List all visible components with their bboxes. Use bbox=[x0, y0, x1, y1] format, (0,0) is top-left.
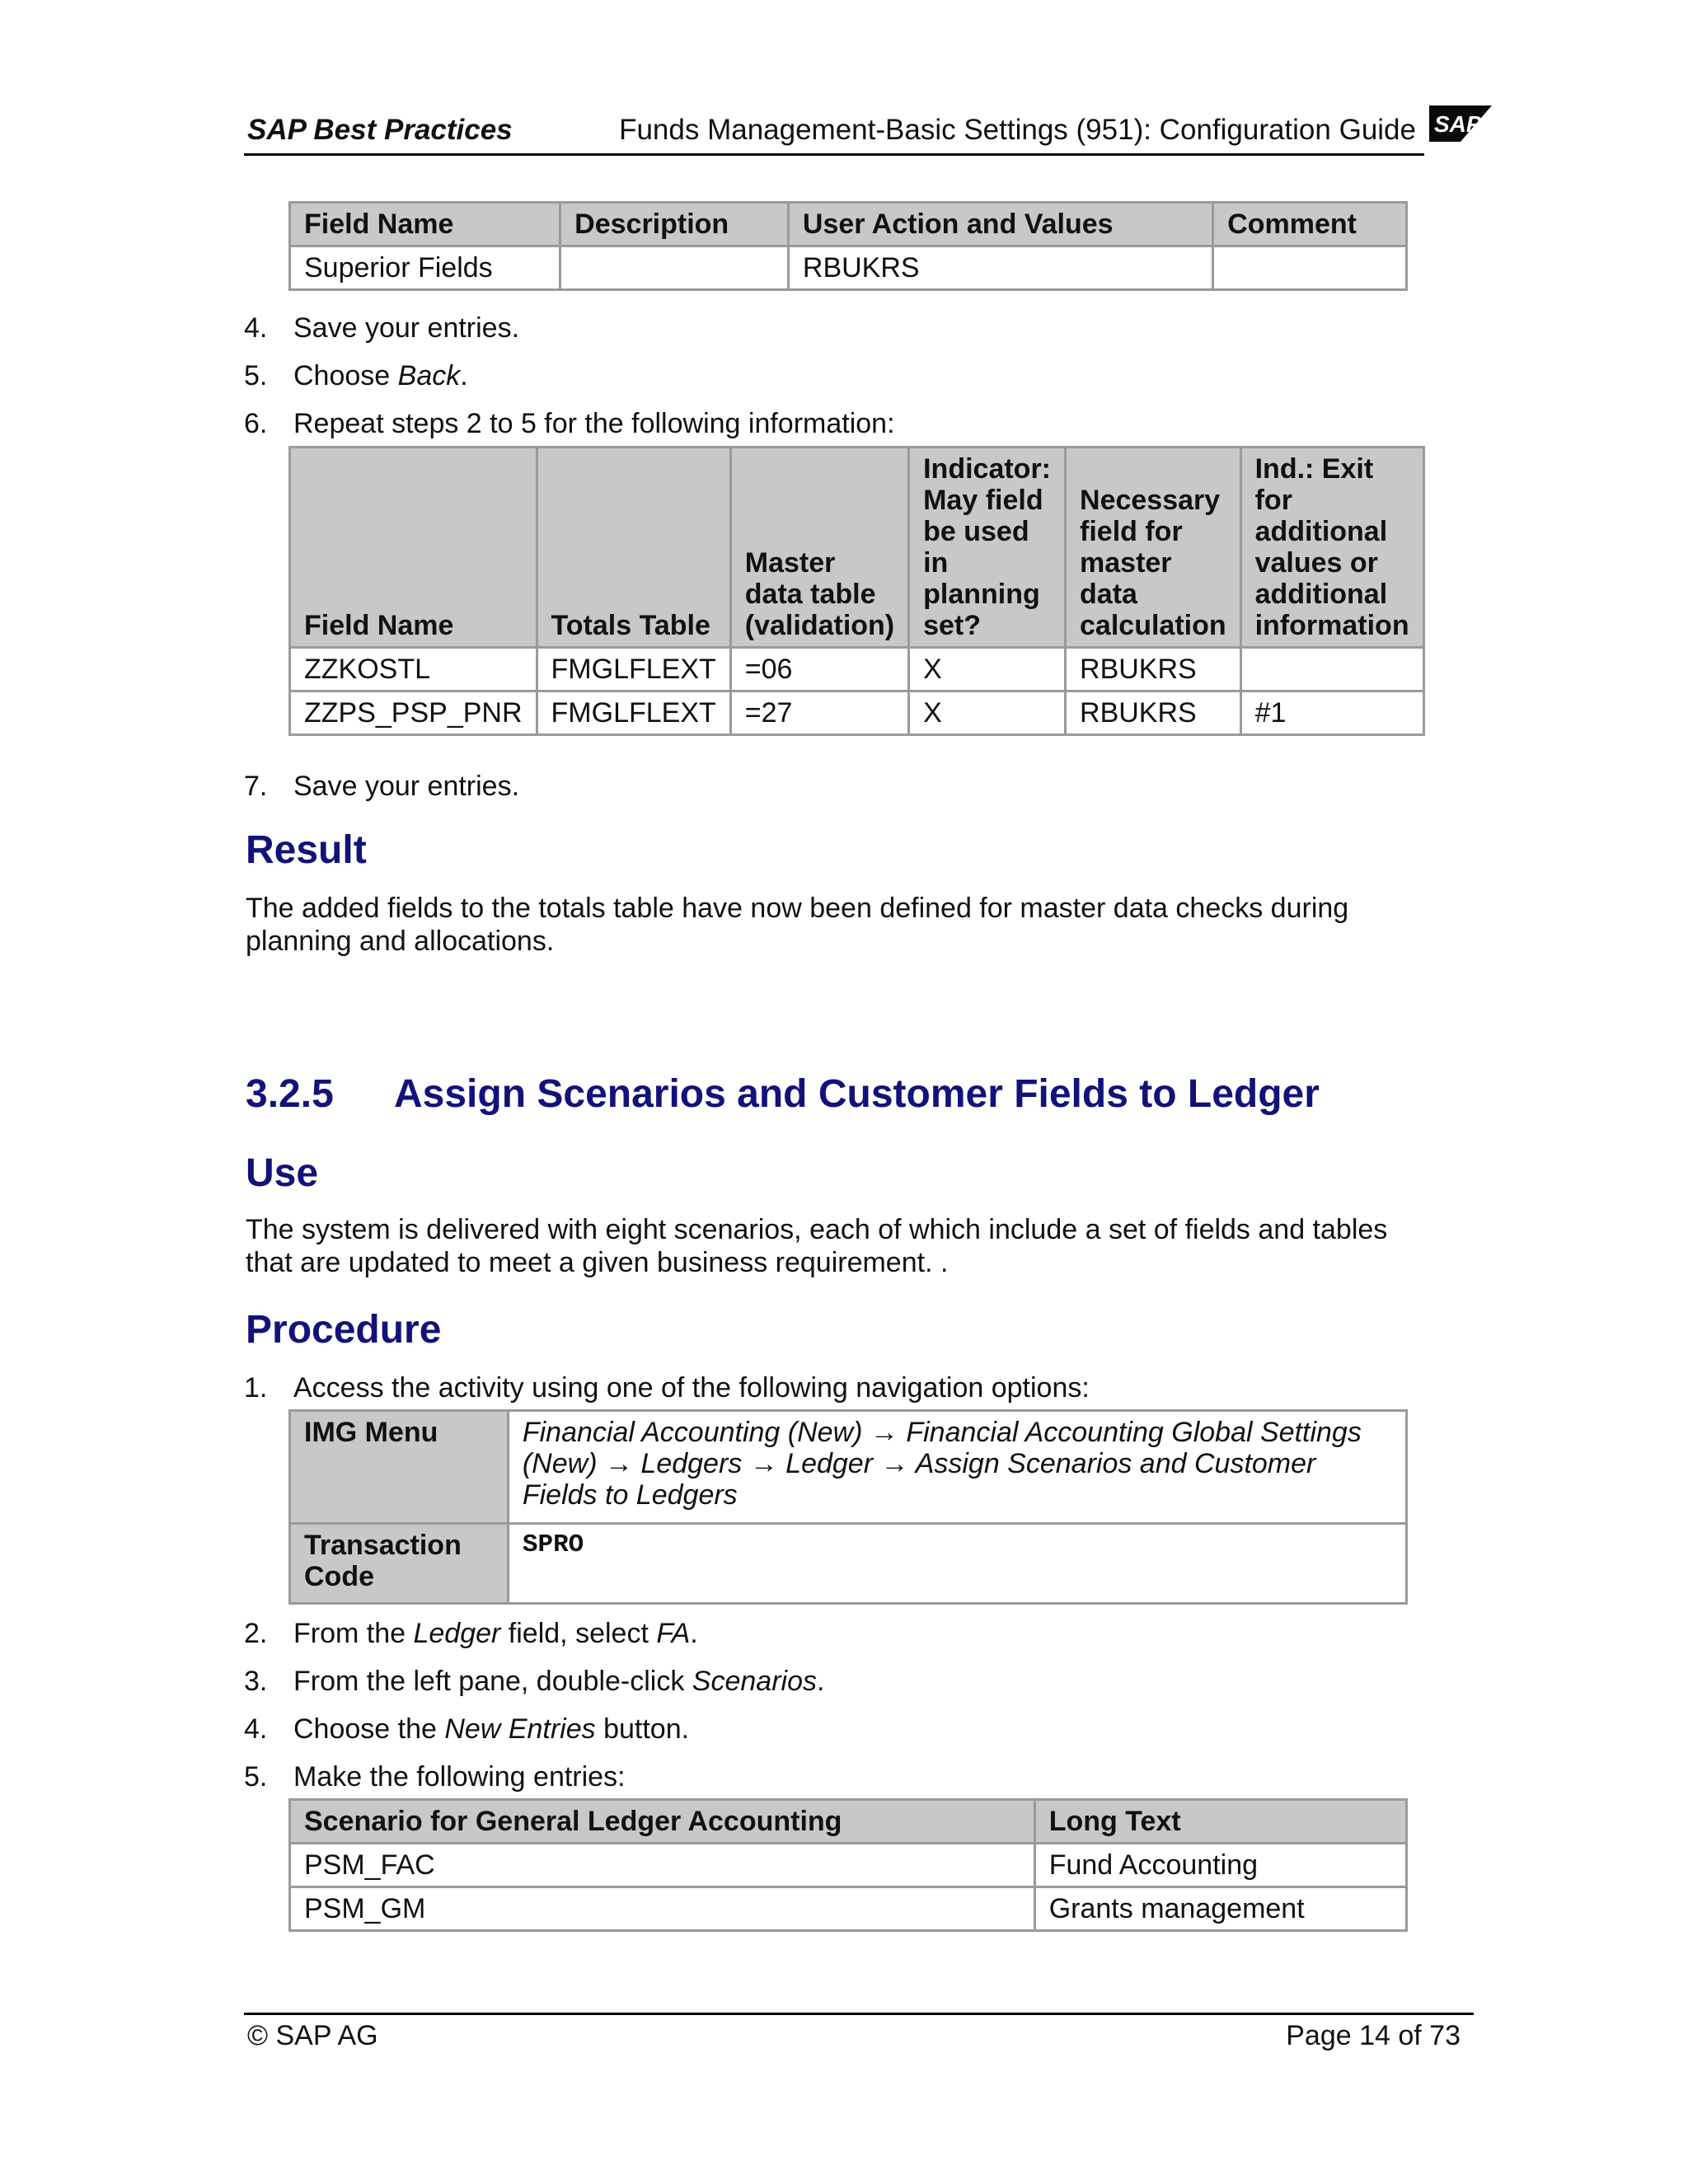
table-cell: =27 bbox=[730, 691, 908, 735]
table-cell: PSM_FAC bbox=[290, 1844, 1035, 1887]
step-number: 1. bbox=[244, 1372, 268, 1404]
step-text: Repeat steps 2 to 5 for the following information: bbox=[293, 408, 895, 439]
table-cell: X bbox=[909, 648, 1066, 691]
step-number: 6. bbox=[244, 408, 268, 439]
page-footer bbox=[244, 2013, 1474, 2051]
step-text: field, select bbox=[500, 1618, 657, 1649]
column-header: Field Name bbox=[290, 203, 560, 246]
column-header: Scenario for General Ledger Accounting bbox=[290, 1800, 1035, 1844]
table-cell: Superior Fields bbox=[290, 246, 560, 290]
column-header: Description bbox=[560, 203, 789, 246]
table-header-row bbox=[290, 203, 1407, 246]
chapter-title: Assign Scenarios and Customer Fields to Ledger bbox=[394, 1072, 1320, 1116]
table-cell: FMGLFLEXT bbox=[537, 648, 730, 691]
table-cell: RBUKRS bbox=[1066, 691, 1241, 735]
page-header bbox=[244, 105, 1424, 156]
table-row bbox=[290, 1844, 1407, 1887]
step-emphasis: Back bbox=[397, 360, 461, 391]
step-text: Save your entries. bbox=[293, 771, 520, 802]
step-text: . bbox=[460, 360, 468, 391]
footer-copyright: © SAP AG bbox=[247, 2020, 378, 2051]
column-header: Necessary field for master data calculation bbox=[1066, 448, 1241, 648]
step-text: Choose the bbox=[293, 1713, 445, 1745]
step-text: Access the activity using one of the following navigation options: bbox=[293, 1372, 1090, 1404]
step-emphasis: FA bbox=[656, 1618, 691, 1649]
table-cell bbox=[560, 246, 789, 290]
column-header: Long Text bbox=[1034, 1800, 1406, 1844]
step-item bbox=[244, 1371, 1090, 1404]
img-menu-label: IMG Menu bbox=[290, 1411, 509, 1524]
superior-fields-table bbox=[288, 201, 1408, 291]
table-cell: FMGLFLEXT bbox=[537, 691, 730, 735]
chapter-heading bbox=[246, 1071, 1320, 1117]
img-menu-path: Financial Accounting (New) → Financial Accounting Global Settings (New) → Ledgers → Ledger → Assign Scenarios and Customer Fields to Ledgers bbox=[508, 1411, 1406, 1524]
column-header: Comment bbox=[1213, 203, 1407, 246]
table-row bbox=[290, 1887, 1407, 1931]
table-header-row bbox=[290, 1800, 1407, 1844]
column-header: Master data table (validation) bbox=[730, 448, 908, 648]
column-header: Totals Table bbox=[537, 448, 730, 648]
step-text: Make the following entries: bbox=[293, 1761, 626, 1793]
chapter-number: 3.2.5 bbox=[246, 1072, 334, 1116]
step-emphasis: New Entries bbox=[444, 1713, 596, 1745]
table-row bbox=[290, 246, 1407, 290]
use-text: The system is delivered with eight scenarios, each of which include a set of fields and tables that are updated to meet a given business requirement. . bbox=[246, 1214, 1388, 1278]
step-number: 5. bbox=[244, 360, 268, 391]
step-item bbox=[244, 1617, 698, 1650]
table-cell: PSM_GM bbox=[290, 1887, 1035, 1931]
step-text: From the bbox=[293, 1618, 414, 1649]
step-number: 2. bbox=[244, 1618, 268, 1649]
table-cell bbox=[1240, 648, 1423, 691]
column-header: User Action and Values bbox=[788, 203, 1212, 246]
procedure-heading: Procedure bbox=[246, 1308, 442, 1352]
table-cell: ZZPS_PSP_PNR bbox=[290, 691, 537, 735]
step-item bbox=[244, 1713, 689, 1746]
step-item bbox=[244, 359, 468, 392]
step-number: 4. bbox=[244, 312, 268, 344]
table-cell: =06 bbox=[730, 648, 908, 691]
step-text: Save your entries. bbox=[293, 312, 520, 344]
step-number: 5. bbox=[244, 1761, 268, 1793]
step-number: 4. bbox=[244, 1713, 268, 1745]
field-info-table bbox=[288, 446, 1425, 736]
table-cell: Grants management bbox=[1034, 1887, 1406, 1931]
step-text: . bbox=[817, 1666, 825, 1697]
table-cell: RBUKRS bbox=[1066, 648, 1241, 691]
step-item bbox=[244, 407, 895, 440]
header-left-title: SAP Best Practices bbox=[247, 114, 513, 146]
result-heading: Result bbox=[246, 828, 367, 872]
step-number: 3. bbox=[244, 1666, 268, 1697]
table-row bbox=[290, 691, 1424, 735]
table-cell: #1 bbox=[1240, 691, 1423, 735]
table-header-row bbox=[290, 448, 1424, 648]
table-row bbox=[290, 1524, 1407, 1604]
header-right-title: Funds Management-Basic Settings (951): Configuration Guide bbox=[619, 114, 1416, 146]
navigation-options-table bbox=[288, 1409, 1408, 1605]
table-cell: RBUKRS bbox=[788, 246, 1212, 290]
column-header: Ind.: Exit for additional values or additional information bbox=[1240, 448, 1423, 648]
step-text: button. bbox=[595, 1713, 690, 1745]
step-text: . bbox=[690, 1618, 698, 1649]
step-text: Choose bbox=[293, 360, 398, 391]
step-number: 7. bbox=[244, 771, 268, 802]
scenario-entries-table bbox=[288, 1798, 1408, 1932]
table-cell bbox=[1213, 246, 1407, 290]
column-header: Field Name bbox=[290, 448, 537, 648]
table-cell: X bbox=[909, 691, 1066, 735]
step-item bbox=[244, 1665, 824, 1698]
step-item bbox=[244, 312, 519, 344]
footer-page-number: Page 14 of 73 bbox=[1286, 2020, 1461, 2051]
step-emphasis: Scenarios bbox=[692, 1666, 817, 1697]
step-item bbox=[244, 1760, 626, 1793]
table-cell: ZZKOSTL bbox=[290, 648, 537, 691]
step-emphasis: Ledger bbox=[413, 1618, 501, 1649]
step-item bbox=[244, 770, 519, 803]
step-text: From the left pane, double-click bbox=[293, 1666, 692, 1697]
table-row bbox=[290, 648, 1424, 691]
use-heading: Use bbox=[246, 1151, 319, 1195]
result-text: The added fields to the totals table have now been defined for master data checks during planning and allocations. bbox=[246, 893, 1349, 957]
sap-logo-text: SAP bbox=[1434, 111, 1482, 137]
transaction-code-label: Transaction Code bbox=[290, 1524, 509, 1604]
table-cell: Fund Accounting bbox=[1034, 1844, 1406, 1887]
column-header: Indicator: May field be used in planning set? bbox=[909, 448, 1066, 648]
sap-logo-icon bbox=[1429, 105, 1492, 142]
transaction-code-value: SPRO bbox=[508, 1524, 1406, 1604]
table-row bbox=[290, 1411, 1407, 1524]
